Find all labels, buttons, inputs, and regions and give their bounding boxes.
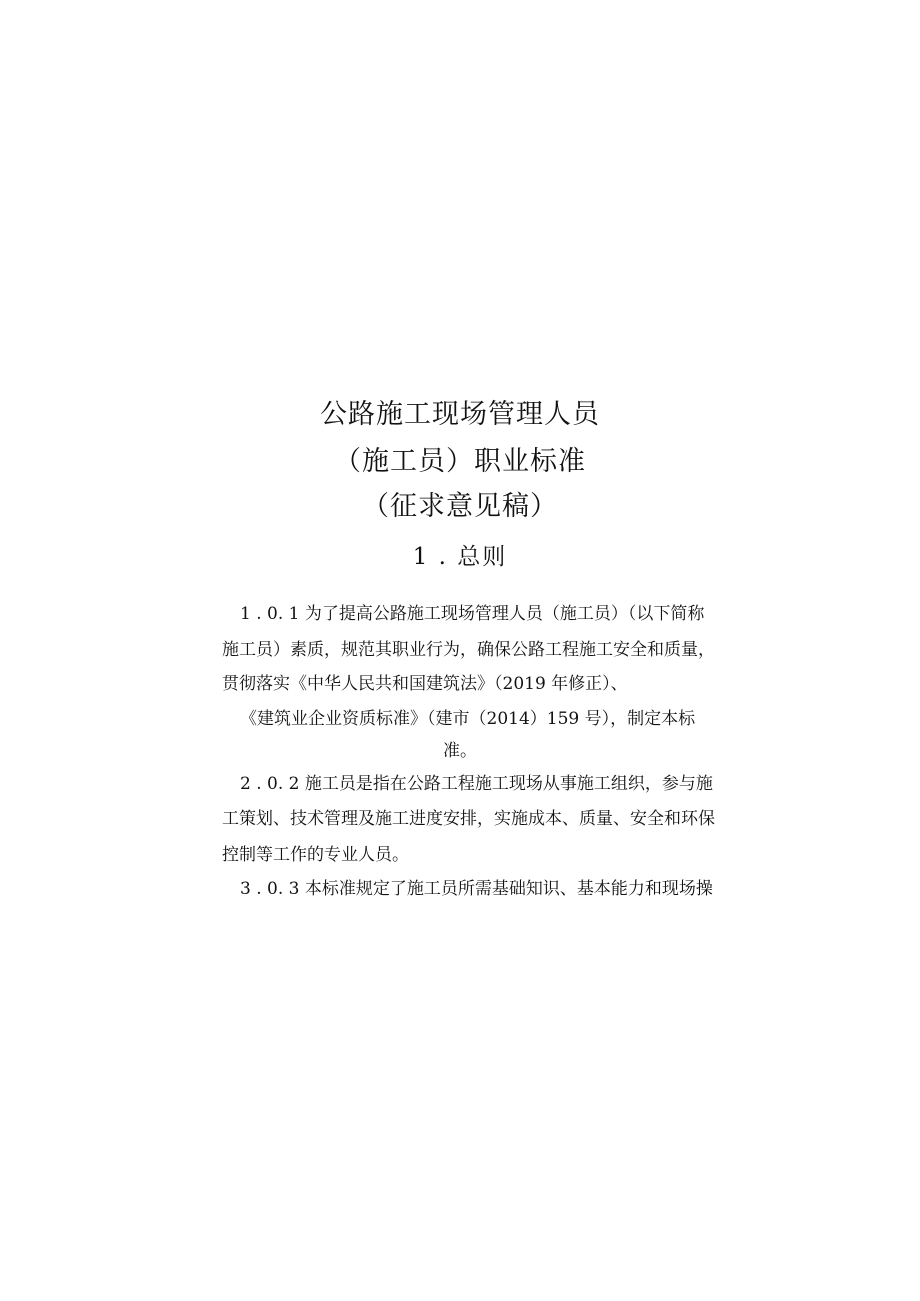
paragraph-line: 施工员）素质，规范其职业行为，确保公路工程施工安全和质量， <box>222 640 715 660</box>
paragraph-line: 2 . 0. 2 施工员是指在公路工程施工现场从事施工组织，参与施 <box>240 774 713 794</box>
paragraph-line: 3 . 0. 3 本标准规定了施工员所需基础知识、基本能力和现场操 <box>240 879 713 899</box>
paragraph-line: 工策划、技术管理及施工进度安排，实施成本、质量、安全和环保 <box>222 809 715 829</box>
section-heading: 1 . 总则 <box>412 544 508 570</box>
document-title-line-3: （征求意见稿） <box>362 491 558 522</box>
document-title-line-2: （施工员）职业标准 <box>334 446 586 477</box>
paragraph-line: 准。 <box>443 741 477 761</box>
paragraph-line: 贯彻落实《中华人民共和国建筑法》（2019 年修正）、 <box>222 674 628 694</box>
paragraph-line: 《建筑业企业资质标准》（建市（2014）159 号），制定本标 <box>240 709 696 729</box>
paragraph-line: 1 . 0. 1 为了提高公路施工现场管理人员（施工员）（以下简称 <box>240 604 705 624</box>
document-title-line-1: 公路施工现场管理人员 <box>320 399 600 430</box>
paragraph-line: 控制等工作的专业人员。 <box>222 845 409 865</box>
